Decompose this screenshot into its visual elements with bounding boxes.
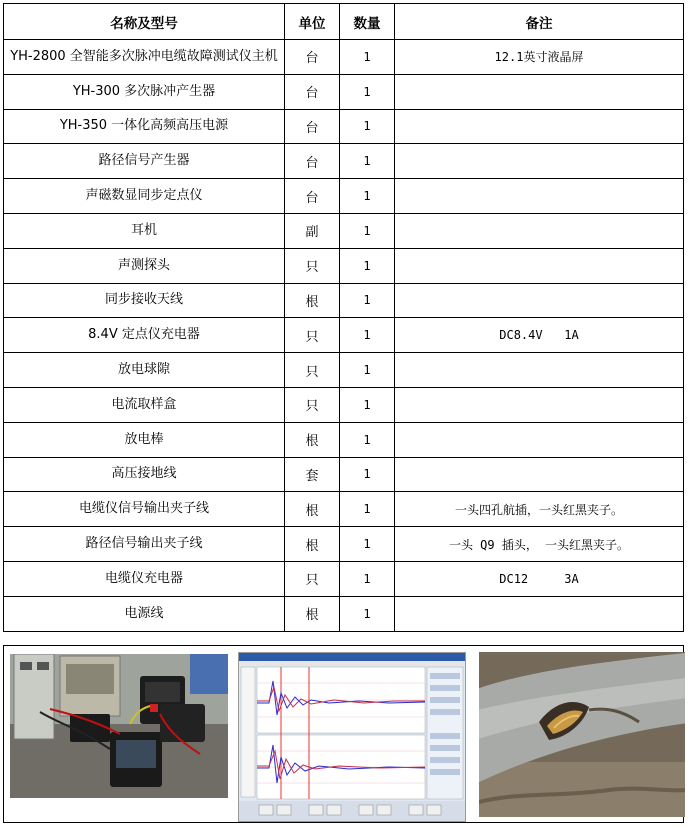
item-name-text: 声测探头 bbox=[117, 257, 170, 273]
item-unit-cell bbox=[285, 74, 340, 109]
table-row bbox=[4, 179, 684, 214]
item-name-cell bbox=[4, 422, 285, 457]
item-note-cell bbox=[395, 492, 684, 527]
item-unit-cell bbox=[285, 527, 340, 562]
table-header-row bbox=[4, 4, 684, 40]
item-qty-text: 1 bbox=[363, 49, 371, 64]
item-unit-cell bbox=[285, 457, 340, 492]
table-row bbox=[4, 353, 684, 388]
item-qty-cell bbox=[340, 561, 395, 596]
item-note-cell bbox=[395, 40, 684, 75]
item-unit-text: 只 bbox=[305, 399, 319, 415]
item-qty-text: 1 bbox=[363, 606, 371, 621]
item-name-text: 电缆仪信号输出夹子线 bbox=[78, 501, 209, 517]
item-unit-text: 根 bbox=[305, 608, 319, 624]
header-note: 备注 bbox=[395, 4, 684, 40]
item-unit-cell bbox=[285, 179, 340, 214]
item-name-cell bbox=[4, 40, 285, 75]
item-name-text: 8.4V 定点仪充电器 bbox=[88, 327, 200, 343]
item-unit-text: 台 bbox=[305, 155, 319, 171]
item-qty-cell bbox=[340, 422, 395, 457]
item-note-cell bbox=[395, 248, 684, 283]
item-unit-cell bbox=[285, 492, 340, 527]
item-note-cell bbox=[395, 74, 684, 109]
table-row bbox=[4, 318, 684, 353]
item-unit-text: 台 bbox=[305, 86, 319, 102]
item-note-cell bbox=[395, 561, 684, 596]
header-qty: 数量 bbox=[340, 4, 395, 40]
item-name-cell bbox=[4, 561, 285, 596]
item-name-text: 路径信号产生器 bbox=[98, 153, 190, 169]
item-unit-text: 只 bbox=[305, 573, 319, 589]
item-qty-text: 1 bbox=[363, 537, 371, 552]
item-name-text: 放电球隙 bbox=[117, 362, 170, 378]
table-row bbox=[4, 248, 684, 283]
item-name-cell bbox=[4, 527, 285, 562]
table-row bbox=[4, 596, 684, 631]
item-name-text: YH-300 多次脉冲产生器 bbox=[72, 83, 216, 99]
item-note-cell bbox=[395, 283, 684, 318]
item-unit-text: 根 bbox=[305, 503, 319, 519]
item-qty-cell bbox=[340, 213, 395, 248]
item-name-text: 同步接收天线 bbox=[104, 292, 183, 308]
table-row bbox=[4, 422, 684, 457]
item-name-text: YH-350 一体化高频高压电源 bbox=[59, 118, 229, 134]
table-row bbox=[4, 109, 684, 144]
item-unit-cell bbox=[285, 40, 340, 75]
item-unit-text: 根 bbox=[305, 294, 319, 310]
item-name-text: YH-2800 全智能多次脉冲电缆故障测试仪主机 bbox=[10, 48, 278, 64]
item-qty-cell bbox=[340, 387, 395, 422]
item-name-cell bbox=[4, 596, 285, 631]
item-qty-cell bbox=[340, 492, 395, 527]
item-qty-text: 1 bbox=[363, 432, 371, 447]
item-unit-cell bbox=[285, 283, 340, 318]
equipment-photo bbox=[10, 654, 228, 798]
item-unit-text: 台 bbox=[305, 51, 319, 67]
item-unit-text: 只 bbox=[305, 364, 319, 380]
item-unit-text: 台 bbox=[305, 120, 319, 136]
item-qty-cell bbox=[340, 109, 395, 144]
item-unit-cell bbox=[285, 422, 340, 457]
item-unit-text: 副 bbox=[305, 225, 319, 241]
item-name-text: 电源线 bbox=[124, 605, 164, 621]
table-row bbox=[4, 144, 684, 179]
item-unit-cell bbox=[285, 248, 340, 283]
item-unit-text: 套 bbox=[305, 468, 319, 484]
item-name-cell bbox=[4, 387, 285, 422]
item-qty-cell bbox=[340, 457, 395, 492]
item-name-cell bbox=[4, 492, 285, 527]
header-name: 名称及型号 bbox=[4, 4, 285, 40]
equipment-list-table bbox=[3, 3, 684, 632]
item-name-text: 路径信号输出夹子线 bbox=[85, 536, 203, 552]
item-qty-text: 1 bbox=[363, 258, 371, 273]
item-name-cell bbox=[4, 109, 285, 144]
item-name-cell bbox=[4, 457, 285, 492]
item-note-cell bbox=[395, 109, 684, 144]
table-row bbox=[4, 561, 684, 596]
table-row bbox=[4, 387, 684, 422]
item-qty-text: 1 bbox=[363, 293, 371, 308]
item-name-text: 耳机 bbox=[130, 222, 157, 238]
table-row bbox=[4, 492, 684, 527]
item-unit-cell bbox=[285, 144, 340, 179]
item-unit-cell bbox=[285, 596, 340, 631]
item-name-cell bbox=[4, 213, 285, 248]
item-note-cell bbox=[395, 387, 684, 422]
item-qty-cell bbox=[340, 248, 395, 283]
item-note-cell bbox=[395, 596, 684, 631]
item-qty-text: 1 bbox=[363, 119, 371, 134]
item-qty-cell bbox=[340, 74, 395, 109]
item-qty-cell bbox=[340, 353, 395, 388]
item-name-text: 电缆仪充电器 bbox=[104, 570, 183, 586]
item-qty-cell bbox=[340, 179, 395, 214]
item-qty-text: 1 bbox=[363, 502, 371, 517]
item-unit-cell bbox=[285, 213, 340, 248]
item-name-text: 放电棒 bbox=[124, 431, 164, 447]
item-name-cell bbox=[4, 144, 285, 179]
header-unit: 单位 bbox=[285, 4, 340, 40]
item-note-text: 一头 Q9 插头， 一头红黑夹子。 bbox=[448, 537, 630, 552]
item-qty-text: 1 bbox=[363, 154, 371, 169]
item-note-cell bbox=[395, 422, 684, 457]
table-row bbox=[4, 457, 684, 492]
damaged-cable-photo bbox=[479, 652, 685, 817]
item-qty-text: 1 bbox=[363, 189, 371, 204]
table-row bbox=[4, 527, 684, 562]
item-note-cell bbox=[395, 527, 684, 562]
table-row bbox=[4, 40, 684, 75]
item-qty-text: 1 bbox=[363, 397, 371, 412]
item-name-cell bbox=[4, 353, 285, 388]
item-note-cell bbox=[395, 353, 684, 388]
item-qty-cell bbox=[340, 283, 395, 318]
item-unit-text: 根 bbox=[305, 538, 319, 554]
item-note-text: DC12 3A bbox=[499, 571, 579, 586]
item-qty-cell bbox=[340, 318, 395, 353]
item-name-text: 声磁数显同步定点仪 bbox=[85, 188, 203, 204]
item-unit-text: 只 bbox=[305, 260, 319, 276]
item-name-cell bbox=[4, 283, 285, 318]
item-note-text: 一头四孔航插，一头红黑夹子。 bbox=[454, 502, 623, 517]
item-note-cell bbox=[395, 213, 684, 248]
item-name-text: 高压接地线 bbox=[111, 466, 177, 482]
item-name-text: 电流取样盒 bbox=[111, 396, 177, 412]
item-unit-text: 台 bbox=[305, 190, 319, 206]
item-qty-cell bbox=[340, 596, 395, 631]
item-unit-cell bbox=[285, 318, 340, 353]
item-name-cell bbox=[4, 318, 285, 353]
item-note-cell bbox=[395, 144, 684, 179]
item-note-cell bbox=[395, 457, 684, 492]
item-qty-cell bbox=[340, 40, 395, 75]
item-note-cell bbox=[395, 318, 684, 353]
item-unit-text: 根 bbox=[305, 434, 319, 450]
item-unit-cell bbox=[285, 561, 340, 596]
table-row bbox=[4, 213, 684, 248]
waveform-screenshot bbox=[238, 652, 466, 822]
item-unit-cell bbox=[285, 109, 340, 144]
item-note-text: DC8.4V 1A bbox=[499, 328, 579, 343]
item-qty-text: 1 bbox=[363, 571, 371, 586]
item-unit-text: 只 bbox=[305, 329, 319, 345]
item-qty-text: 1 bbox=[363, 328, 371, 343]
table-row bbox=[4, 283, 684, 318]
item-name-cell bbox=[4, 74, 285, 109]
photo-strip bbox=[3, 645, 684, 823]
item-qty-text: 1 bbox=[363, 223, 371, 238]
item-qty-text: 1 bbox=[363, 467, 371, 482]
table-row bbox=[4, 74, 684, 109]
item-qty-text: 1 bbox=[363, 84, 371, 99]
item-unit-cell bbox=[285, 387, 340, 422]
item-note-cell bbox=[395, 179, 684, 214]
item-name-cell bbox=[4, 248, 285, 283]
item-note-text: 12.1英寸液晶屏 bbox=[494, 50, 584, 65]
item-qty-text: 1 bbox=[363, 363, 371, 378]
item-qty-cell bbox=[340, 144, 395, 179]
item-unit-cell bbox=[285, 353, 340, 388]
item-name-cell bbox=[4, 179, 285, 214]
item-qty-cell bbox=[340, 527, 395, 562]
